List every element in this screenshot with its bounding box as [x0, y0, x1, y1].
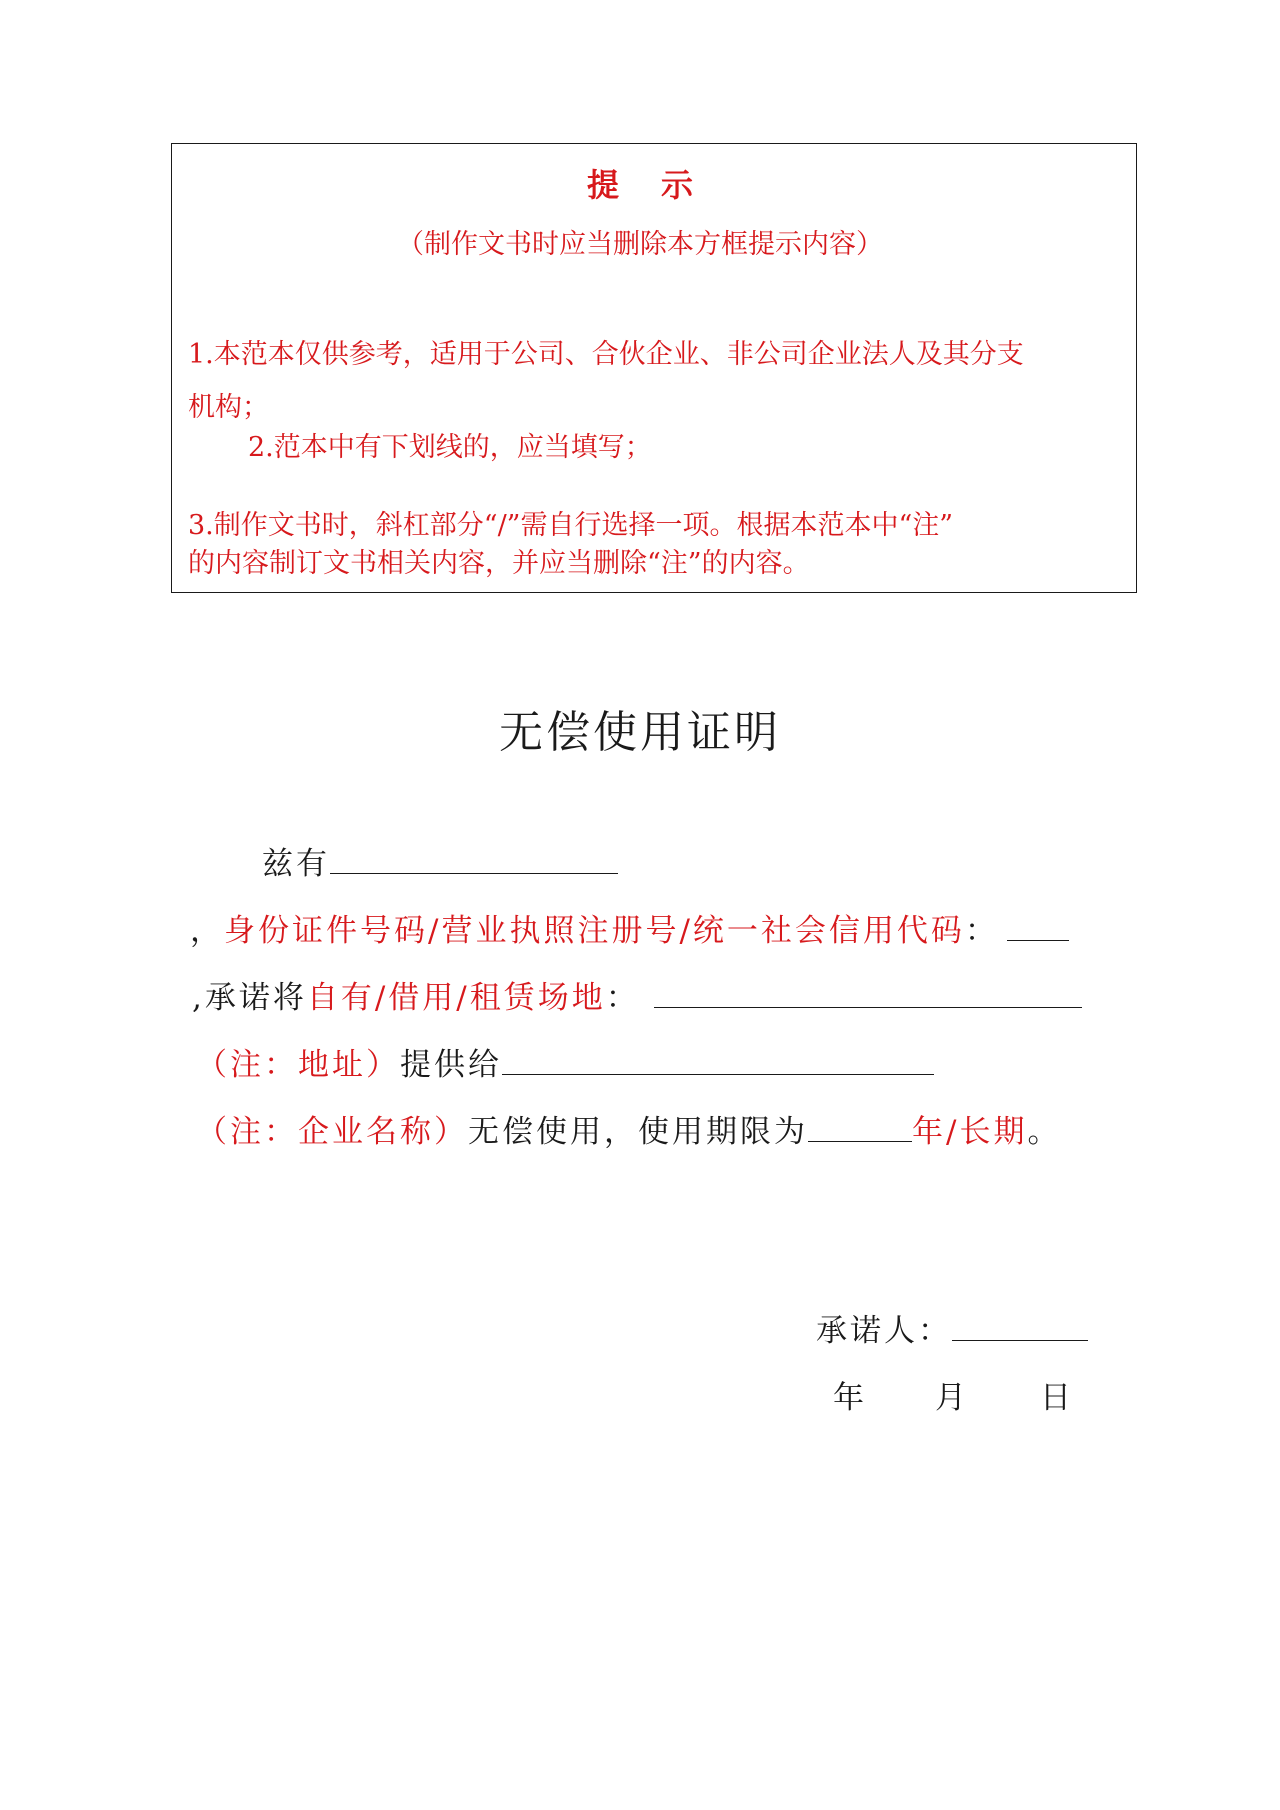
date-year: 年 — [833, 1380, 864, 1416]
signer-blank[interactable] — [952, 1339, 1088, 1341]
document-title: 无偿使用证明 — [499, 707, 781, 758]
line-1-prefix: 兹有 — [262, 846, 330, 882]
term-unit-label: 年/长期 — [912, 1114, 1028, 1150]
notice-item-1-line-1: 1.本范本仅供参考，适用于公司、合伙企业、非公司企业法人及其分支 — [188, 339, 1024, 370]
term-years-blank[interactable] — [808, 1140, 912, 1142]
signer-label: 承诺人： — [816, 1313, 952, 1349]
body-line-3 — [192, 972, 1082, 1017]
notice-item-3-line-1: 3.制作文书时，斜杠部分“/”需自行选择一项。根据本范本中“注” — [188, 510, 954, 541]
notice-item-2: 2.范本中有下划线的，应当填写； — [248, 432, 652, 463]
notice-subtitle: （制作文书时应当删除本方框提示内容） — [397, 229, 883, 260]
line-2-comma: ， — [190, 913, 224, 949]
signer-line — [816, 1305, 1088, 1350]
date-day: 日 — [1040, 1380, 1071, 1416]
body-line-5 — [196, 1106, 1061, 1151]
notice-item-1-line-2: 机构； — [188, 392, 269, 423]
id-number-label: 身份证件号码/营业执照注册号/统一社会信用代码 — [224, 913, 965, 949]
provide-to-text: 提供给 — [400, 1047, 502, 1083]
notice-title: 提示 — [586, 166, 735, 204]
line-2-colon: ： — [964, 913, 999, 949]
line-5-period: 。 — [1027, 1114, 1062, 1150]
address-note: （注：地址） — [196, 1047, 400, 1083]
company-name-note: （注：企业名称） — [196, 1114, 468, 1150]
venue-type-label: 自有/借用/租赁场地 — [306, 980, 606, 1016]
body-line-2 — [190, 905, 1069, 950]
body-line-4 — [196, 1039, 934, 1084]
company-name-blank[interactable] — [502, 1073, 934, 1075]
notice-item-3-line-2: 的内容制订文书相关内容，并应当删除“注”的内容。 — [188, 548, 810, 579]
line-3-colon: ： — [605, 980, 640, 1016]
line-3-prefix: ,承诺将 — [192, 980, 307, 1016]
address-blank[interactable] — [654, 1006, 1082, 1008]
body-line-1 — [262, 838, 618, 883]
free-use-text: 无偿使用，使用期限为 — [468, 1114, 808, 1150]
id-number-blank[interactable] — [1007, 939, 1069, 941]
holder-name-blank[interactable] — [330, 872, 618, 874]
date-month: 月 — [935, 1380, 966, 1416]
